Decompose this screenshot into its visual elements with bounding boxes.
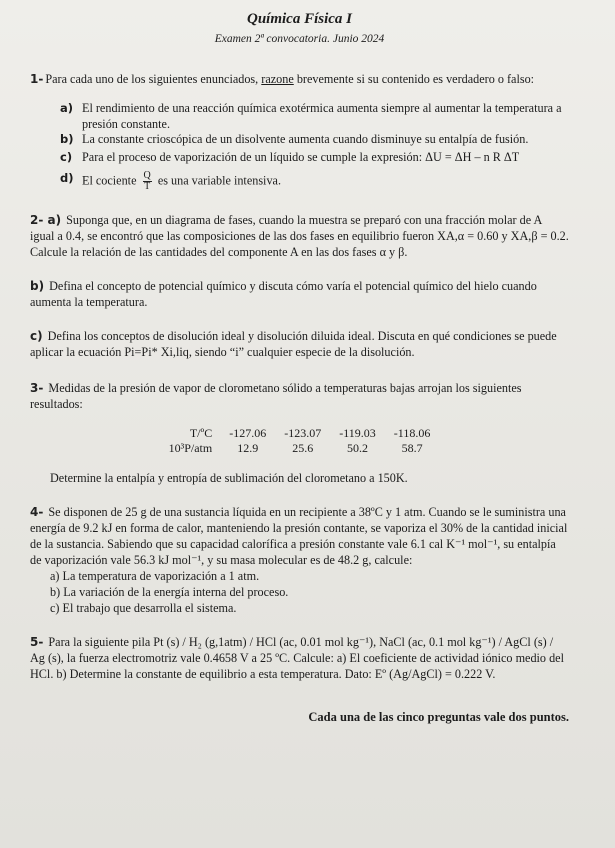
question-2a-text: Suponga que, en un diagrama de fases, cuando la muestra se preparó con una fracción molar de A igual a 0.4, se encontró que las composiciones de las dos fases en equilibrio fueron XA,α = 0.60 y XA,β = 0.2. Calcule la relación de las cantidades del componente A en las dos fases α y β. — [30, 213, 569, 259]
question-3 — [30, 380, 569, 412]
question-3-mark: 3- — [30, 381, 44, 395]
list-item: c) El trabajo que desarrolla el sistema. — [50, 601, 237, 615]
question-2b-mark: b) — [30, 279, 45, 293]
item-text-b: es una variable intensiva. — [157, 173, 281, 188]
question-1-intro-a: Para cada uno de los siguientes enunciados, — [45, 72, 262, 86]
question-4-mark: 4- — [30, 505, 44, 519]
row-header-pressure: 10³P/atm — [168, 441, 213, 455]
question-2c-text: Defina los conceptos de disolución ideal y disolución diluida ideal. Discuta en qué condiciones se puede aplicar la ecuación Pi=Pi* Xi,liq, siendo “i” cualquier especie de la disolución. — [30, 329, 557, 359]
question-2b — [30, 278, 569, 310]
item-text: El rendimiento de una reacción química exotérmica aumenta siempre al aumentar la temperatura a presión constante. — [82, 101, 562, 131]
heat-over-temperature-fraction — [143, 171, 152, 192]
exam-title: Química Física I — [246, 11, 352, 27]
question-5-text: Para la siguiente pila Pt (s) / H₂ (g,1atm) / HCl (ac, 0.01 mol kg⁻¹), NaCl (ac, 0.1 mol kg⁻¹) / AgCl (s) / Ag (s), la fuerza electromotriz vale 0.4658 V a 25 ºC. Calcule: a) El coeficiente de actividad iónico medio del HCl. b) Determine la constante de equilibrio a esta temperatura. Dato: Eº (Ag/AgCl) = 0.222 V. — [30, 635, 564, 681]
exam-subtitle: Examen 2ª convocatoria. Junio 2024 — [214, 33, 385, 45]
item-label: d) — [60, 171, 74, 185]
list-item: b) La variación de la energía interna del proceso. — [50, 585, 289, 599]
list-item: a) La temperatura de vaporización a 1 atm. — [50, 569, 260, 583]
item-label: c) — [60, 149, 73, 164]
question-2c-mark: c) — [30, 329, 43, 343]
question-1-intro-b: brevemente si su contenido es verdadero o falso: — [293, 72, 535, 86]
table-cell: -127.06 — [229, 426, 267, 440]
question-3-text: Medidas de la presión de vapor de clorometano sólido a temperaturas bajas arrojan los siguientes resultados: — [30, 381, 522, 411]
question-1-mark: 1- — [30, 72, 44, 86]
question-4-items — [50, 568, 569, 616]
question-4 — [30, 504, 569, 568]
table-row — [160, 426, 440, 441]
question-2b-text: Defina el concepto de potencial químico y discuta cómo varía el potencial químico del hielo cuando aumenta la temperatura. — [30, 279, 537, 309]
table-cell: 50.2 — [347, 441, 369, 455]
fraction-numerator: Q — [143, 170, 151, 181]
question-5-mark: 5- — [30, 635, 44, 649]
question-1-item-d — [60, 171, 569, 192]
table-cell: -119.03 — [339, 426, 376, 440]
item-text: La constante crioscópica de un disolvente aumenta cuando disminuye su entalpía de fusión. — [82, 132, 529, 146]
table-cell: -118.06 — [393, 426, 431, 440]
table-row — [160, 441, 440, 456]
question-2a — [30, 212, 569, 260]
question-3-question: Determine la entalpía y entropía de sublimación del clorometano a 150K. — [50, 471, 408, 485]
grading-note: Cada una de las cinco preguntas vale dos puntos. — [308, 710, 569, 724]
question-4-text: Se disponen de 25 g de una sustancia líquida en un recipiente a 38ºC y 1 atm. Cuando se le suministra una energía de 9.2 kJ en forma de calor, manteniendo la presión contante, se vaporiza el 30% de la cantidad inicial de la sustancia. Sabiendo que su capacidad calorífica a presión constante vale 6.1 cal K⁻¹ mol⁻¹, su entalpía de vaporización vale 56.3 kJ mol⁻¹, y su masa molecular es de 48.2 g, calcule: — [30, 505, 568, 567]
question-1 — [30, 71, 569, 87]
question-1-item-c — [60, 150, 569, 166]
question-2c — [30, 328, 569, 360]
fraction-denominator: T — [144, 181, 151, 192]
item-label: a) — [60, 101, 74, 115]
table-cell: 25.6 — [292, 441, 314, 455]
item-text-a: El cociente — [82, 173, 137, 188]
row-header-temperature: T/ºC — [189, 426, 213, 440]
table-cell: -123.07 — [284, 426, 322, 440]
vapor-pressure-table — [160, 426, 440, 456]
table-cell: 12.9 — [237, 441, 259, 455]
item-text: Para el proceso de vaporización de un líquido se cumple la expresión: ΔU = ΔH – n R ΔT — [82, 149, 520, 164]
question-1-intro-underline: razone — [261, 72, 294, 86]
question-5 — [30, 634, 569, 682]
question-1-items — [60, 101, 569, 192]
question-1-item-a — [60, 101, 569, 132]
table-cell: 58.7 — [401, 441, 423, 455]
question-1-item-b — [60, 132, 569, 148]
question-2a-mark: 2- a) — [30, 213, 62, 227]
item-label: b) — [60, 132, 74, 146]
